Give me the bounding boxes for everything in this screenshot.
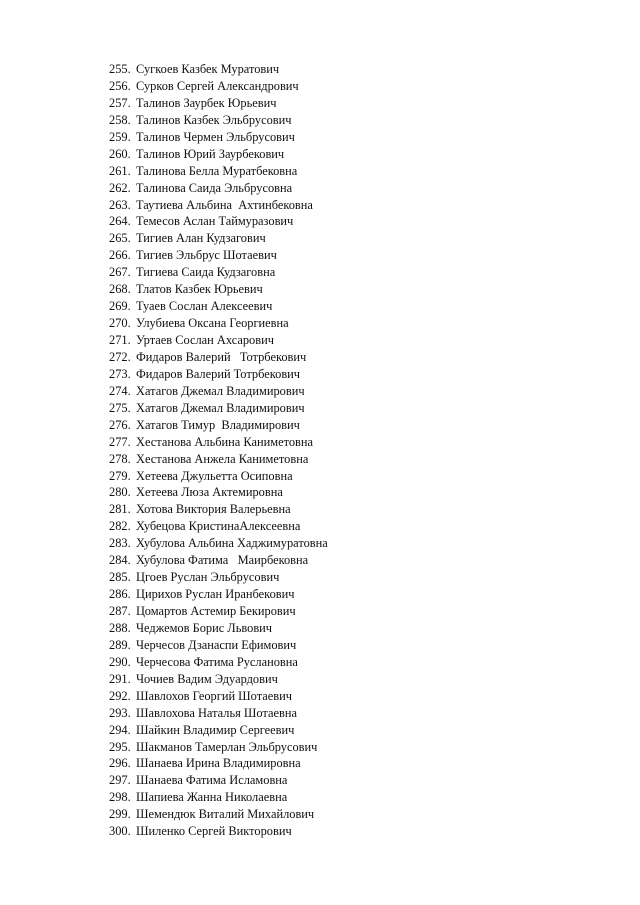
entry-number: 274.: [109, 383, 131, 398]
entry-name: Цомартов Астемир Бекирович: [136, 604, 296, 618]
name-list: [109, 61, 328, 840]
entry-name: Хетеева Джульетта Осиповна: [136, 468, 293, 483]
list-item: [109, 722, 328, 739]
entry-number: 299.: [109, 807, 131, 822]
list-item: [109, 739, 328, 756]
entry-name: Шавлохова Наталья Шотаевна: [136, 705, 297, 720]
entry-number: 268.: [109, 282, 131, 297]
entry-name: Фидаров Валерий Тотрбекович: [136, 366, 301, 381]
list-item: [109, 264, 328, 281]
list-item: [109, 180, 328, 197]
entry-name: Чочиев Вадим Эдуардович: [136, 671, 278, 686]
entry-number: 273.: [109, 366, 131, 381]
list-item: [109, 298, 328, 315]
entry-number: 265.: [109, 231, 131, 246]
entry-name: Шанаева Фатима Исламовна: [136, 773, 288, 788]
list-item: [109, 806, 328, 823]
entry-name: Шанаева Ирина Владимировна: [136, 756, 301, 771]
list-item: [109, 603, 328, 620]
entry-name: Шиленко Сергей Викторович: [136, 824, 292, 839]
entry-name: Тигиева Саида Кудзаговна: [136, 265, 276, 280]
entry-name: Хатагов Джемал Владимирович: [136, 383, 305, 398]
entry-name: Черчесова Фатима Руслановна: [136, 654, 298, 669]
entry-name: Темесов Аслан Таймуразович: [136, 214, 294, 229]
entry-name: Фидаров Валерий Тотрбекович: [136, 349, 307, 364]
entry-number: 275.: [109, 400, 131, 415]
list-item: [109, 95, 328, 112]
entry-number: 282.: [109, 519, 131, 534]
entry-name: Хубулова Фатима Маирбековна: [136, 553, 309, 568]
entry-name: Хетеева Люза Актемировна: [136, 485, 283, 500]
list-item: [109, 146, 328, 163]
list-item: [109, 484, 328, 501]
list-item: [109, 671, 328, 688]
entry-number: 295.: [109, 739, 131, 754]
entry-name: Шавлохов Георгий Шотаевич: [136, 688, 292, 703]
entry-number: 284.: [109, 553, 131, 568]
list-item: [109, 400, 328, 417]
entry-name: Хестанова Альбина Каниметовна: [136, 434, 314, 449]
entry-number: 276.: [109, 417, 131, 432]
list-item: [109, 552, 328, 569]
entry-number: 266.: [109, 248, 131, 263]
entry-number: 298.: [109, 790, 131, 805]
entry-name: Уртаев Сослан Ахсарович: [136, 333, 274, 347]
entry-name: Таутиева Альбина Ахтинбековна: [136, 197, 313, 212]
list-item: [109, 654, 328, 671]
entry-number: 272.: [109, 349, 131, 364]
list-item: [109, 197, 328, 214]
list-item: [109, 281, 328, 298]
list-item: [109, 451, 328, 468]
entry-number: 280.: [109, 485, 131, 500]
entry-name: Улубиева Оксана Георгиевна: [136, 316, 289, 331]
entry-number: 270.: [109, 316, 131, 331]
list-item: [109, 434, 328, 451]
entry-name: Чеджемов Борис Львович: [136, 620, 273, 635]
entry-name: Талинов Казбек Эльбрусович: [136, 112, 292, 127]
entry-name: Цирихов Руслан Иранбекович: [136, 587, 295, 602]
entry-number: 281.: [109, 502, 131, 517]
entry-number: 264.: [109, 214, 131, 229]
entry-name: Талинова Белла Муратбековна: [136, 163, 298, 178]
entry-number: 287.: [109, 604, 131, 618]
list-item: [109, 332, 328, 349]
list-item: [109, 78, 328, 95]
entry-number: 297.: [109, 773, 131, 788]
list-item: [109, 383, 328, 400]
list-item: [109, 417, 328, 434]
list-item: [109, 688, 328, 705]
entry-name: Сугкоев Казбек Муратович: [136, 62, 280, 76]
entry-name: Шемендюк Виталий Михайлович: [136, 807, 315, 822]
entry-name: Хестанова Анжела Каниметовна: [136, 451, 309, 466]
entry-name: Талинова Саида Эльбрусовна: [136, 180, 293, 195]
list-item: [109, 823, 328, 840]
list-item: [109, 129, 328, 146]
entry-name: Черчесов Дзанаспи Ефимович: [136, 637, 297, 652]
entry-name: Хатагов Джемал Владимирович: [136, 400, 305, 415]
entry-number: 283.: [109, 536, 131, 551]
entry-number: 288.: [109, 620, 131, 635]
entry-number: 279.: [109, 468, 131, 483]
entry-name: Тлатов Казбек Юрьевич: [136, 282, 263, 297]
list-item: [109, 468, 328, 485]
list-item: [109, 569, 328, 586]
list-item: [109, 247, 328, 264]
entry-number: 291.: [109, 671, 131, 686]
list-item: [109, 772, 328, 789]
entry-name: Талинов Заурбек Юрьевич: [136, 95, 277, 110]
entry-number: 300.: [109, 824, 131, 839]
entry-name: Талинов Юрий Заурбекович: [136, 146, 285, 161]
entry-number: 285.: [109, 570, 131, 585]
entry-number: 258.: [109, 112, 131, 127]
entry-name: Хубулова Альбина Хаджимуратовна: [136, 536, 328, 551]
entry-name: Хатагов Тимур Владимирович: [136, 417, 300, 432]
entry-name: Шапиева Жанна Николаевна: [136, 790, 288, 805]
entry-number: 277.: [109, 434, 131, 449]
list-item: [109, 620, 328, 637]
entry-number: 296.: [109, 756, 131, 771]
entry-number: 294.: [109, 722, 131, 737]
list-item: [109, 637, 328, 654]
list-item: [109, 315, 328, 332]
entry-number: 267.: [109, 265, 131, 280]
entry-number: 255.: [109, 62, 131, 76]
list-item: [109, 705, 328, 722]
entry-name: Туаев Сослан Алексеевич: [136, 299, 273, 314]
entry-name: Хубецова КристинаАлексеевна: [136, 519, 301, 534]
entry-number: 263.: [109, 197, 131, 212]
entry-number: 257.: [109, 95, 131, 110]
entry-number: 260.: [109, 146, 131, 161]
entry-number: 256.: [109, 78, 131, 93]
entry-number: 271.: [109, 333, 131, 347]
entry-number: 292.: [109, 688, 131, 703]
entry-name: Сурков Сергей Александрович: [136, 78, 299, 93]
list-item: [109, 230, 328, 247]
list-item: [109, 755, 328, 772]
list-item: [109, 112, 328, 129]
entry-number: 269.: [109, 299, 131, 314]
list-item: [109, 213, 328, 230]
entry-name: Цгоев Руслан Эльбрусович: [136, 570, 280, 585]
entry-number: 293.: [109, 705, 131, 720]
list-item: [109, 349, 328, 366]
list-item: [109, 586, 328, 603]
entry-number: 261.: [109, 163, 131, 178]
entry-number: 289.: [109, 637, 131, 652]
entry-number: 286.: [109, 587, 131, 602]
entry-name: Тигиев Эльбрус Шотаевич: [136, 248, 277, 263]
list-item: [109, 366, 328, 383]
entry-number: 259.: [109, 129, 131, 144]
list-item: [109, 518, 328, 535]
entry-name: Шакманов Тамерлан Эльбрусович: [136, 739, 318, 754]
list-item: [109, 789, 328, 806]
entry-name: Хотова Виктория Валерьевна: [136, 502, 291, 517]
entry-name: Талинов Чермен Эльбрусович: [136, 129, 295, 144]
list-item: [109, 535, 328, 552]
entry-number: 290.: [109, 654, 131, 669]
entry-name: Шайкин Владимир Сергеевич: [136, 722, 295, 737]
entry-name: Тигиев Алан Кудзагович: [136, 231, 266, 246]
entry-number: 278.: [109, 451, 131, 466]
entry-number: 262.: [109, 180, 131, 195]
list-item: [109, 501, 328, 518]
list-item: [109, 163, 328, 180]
list-item: [109, 61, 328, 78]
